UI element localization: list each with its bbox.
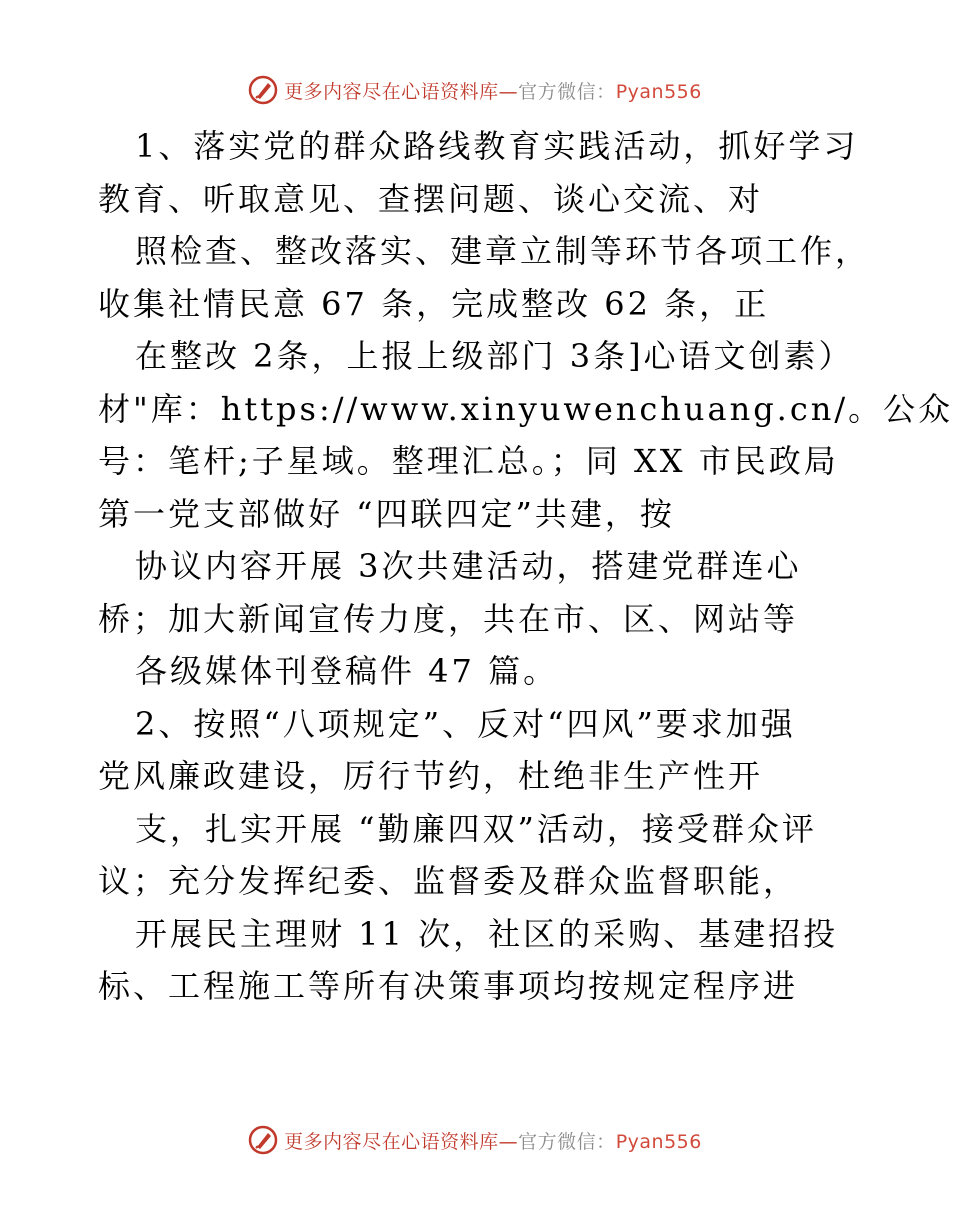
document-line: 2、按照“八项规定”、反对“四风”要求加强 (135, 704, 796, 743)
header-handle: Pyan556 (615, 80, 702, 103)
document-line: 支，扎实开展 “勤廉四双”活动，接受群众评 (135, 809, 817, 848)
document-body (98, 120, 953, 1013)
header-label: 官方微信： (518, 80, 616, 103)
document-line: 1、落实党的群众路线教育实践活动，抓好学习 (135, 127, 859, 165)
document-line: 在整改 2条，上报上级部门 3条]心语文创素） (135, 337, 854, 375)
document-line: 标、工程施工等所有决策事项均按规定程序进 (98, 967, 799, 1005)
document-line: 党风廉政建设，厉行节约，杜绝非生产性开 (98, 757, 764, 795)
feather-pen-logo-icon (248, 75, 278, 105)
footer-label: 官方微信： (518, 1130, 616, 1153)
header-main-text: 更多内容尽在心语资料库 (284, 80, 499, 103)
header-banner-text (284, 77, 702, 104)
document-line: 各级媒体刊登稿件 47 篇。 (135, 652, 559, 690)
document-line: 照检查、整改落实、建章立制等环节各项工作， (135, 232, 871, 270)
document-line: 协议内容开展 3次共建活动，搭建党群连心 (135, 547, 802, 585)
footer-banner-text (284, 1127, 702, 1154)
header-dash: — (498, 80, 519, 103)
document-line: 开展民主理财 11 次，社区的采购、基建招投 (135, 914, 839, 953)
document-line: 桥；加大新闻宣传力度，共在市、区、网站等 (98, 599, 799, 638)
document-line: 号：笔杆;子星域。整理汇总。；同 XX 市民政局 (98, 442, 839, 480)
header-banner (0, 70, 950, 110)
document-line: 议；充分发挥纪委、监督委及群众监督职能， (98, 862, 799, 900)
document-line: 材"库：https://www.xinyuwenchuang.cn/。公众 (98, 389, 953, 428)
document-line: 教育、听取意见、查摆问题、谈心交流、对 (98, 179, 764, 218)
document-line: 第一党支部做好 “四联四定”共建，按 (98, 494, 675, 533)
feather-pen-logo-icon (248, 1125, 278, 1155)
footer-dash: — (498, 1130, 519, 1153)
footer-main-text: 更多内容尽在心语资料库 (284, 1130, 499, 1153)
document-line: 收集社情民意 67 条，完成整改 62 条，正 (98, 284, 770, 323)
footer-banner (0, 1120, 950, 1160)
footer-handle: Pyan556 (615, 1130, 702, 1153)
